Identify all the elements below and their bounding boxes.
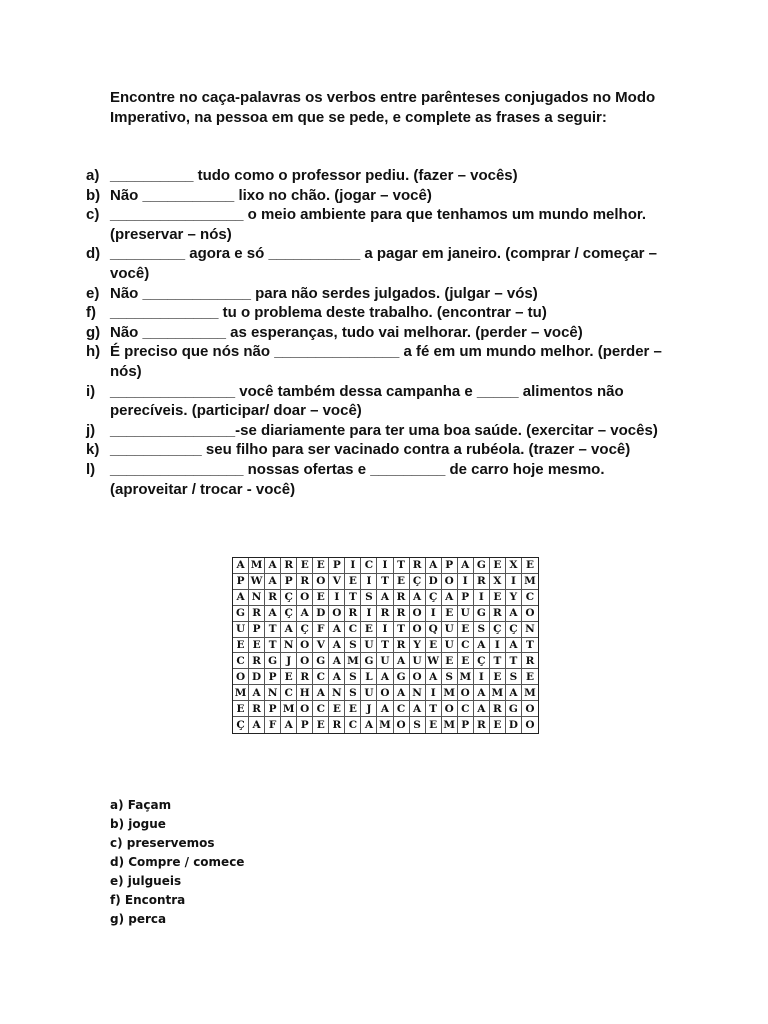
word-search-cell: I: [329, 590, 345, 606]
word-search-cell: O: [377, 685, 393, 701]
word-search-cell: R: [265, 590, 281, 606]
word-search-cell: R: [345, 606, 361, 622]
word-search-cell: Ç: [281, 606, 297, 622]
word-search-cell: T: [426, 701, 442, 717]
word-search-cell: I: [345, 558, 361, 574]
word-search-cell: T: [522, 638, 538, 654]
question-text: Não _____________ para não serdes julgados. (julgar – vós): [110, 284, 538, 302]
word-search-cell: A: [377, 590, 393, 606]
word-search-cell: R: [474, 717, 490, 733]
word-search-cell: M: [522, 574, 538, 590]
word-search-cell: N: [281, 638, 297, 654]
word-search-cell: E: [313, 590, 329, 606]
question-label: i): [86, 382, 96, 400]
question-item: [86, 244, 676, 283]
question-item: [86, 342, 676, 381]
word-search-cell: V: [313, 638, 329, 654]
word-search-cell: P: [233, 574, 249, 590]
word-search-cell: E: [442, 606, 458, 622]
word-search-cell: A: [329, 638, 345, 654]
word-search-cell: P: [297, 717, 313, 733]
word-search-cell: S: [345, 638, 361, 654]
word-search-cell: R: [297, 574, 313, 590]
question-text: Não __________ as esperanças, tudo vai melhorar. (perder – você): [110, 323, 583, 341]
word-search-cell: A: [313, 685, 329, 701]
word-search-cell: C: [394, 701, 410, 717]
word-search-cell: A: [377, 701, 393, 717]
word-search-cell: U: [361, 638, 377, 654]
word-search-cell: Ç: [297, 622, 313, 638]
word-search-cell: A: [265, 574, 281, 590]
word-search-cell: A: [249, 685, 265, 701]
word-search-cell: U: [377, 653, 393, 669]
question-text: ___________ seu filho para ser vacinado contra a rubéola. (trazer – você): [110, 441, 631, 459]
question-text: _______________ você também dessa campanha e _____ alimentos não perecíveis. (participar/ doar – você): [110, 382, 624, 420]
word-search-cell: S: [442, 669, 458, 685]
question-label: c): [86, 206, 100, 224]
word-search-cell: M: [522, 685, 538, 701]
word-search-cell: C: [281, 685, 297, 701]
word-search-cell: R: [249, 701, 265, 717]
answer-item: g) perca: [110, 912, 167, 926]
word-search-cell: J: [281, 653, 297, 669]
question-label: h): [86, 343, 101, 361]
word-search-cell: P: [249, 622, 265, 638]
word-search-cell: A: [281, 717, 297, 733]
word-search-cell: I: [361, 606, 377, 622]
word-search-cell: A: [329, 653, 345, 669]
question-label: b): [86, 186, 101, 204]
word-search-cell: C: [522, 590, 538, 606]
word-search-cell: A: [249, 717, 265, 733]
question-text: ________________ nossas ofertas e _________ de carro hoje mesmo. (aproveitar / trocar - você): [110, 460, 605, 498]
word-search-cell: A: [474, 685, 490, 701]
word-search-cell: S: [361, 590, 377, 606]
word-search-cell: Ç: [474, 653, 490, 669]
word-search-cell: O: [313, 574, 329, 590]
word-search-cell: G: [474, 606, 490, 622]
word-search-cell: M: [490, 685, 506, 701]
question-text: É preciso que nós não _______________ a fé em um mundo melhor. (perder – nós): [110, 343, 662, 380]
word-search-cell: C: [233, 653, 249, 669]
question-text: ________________ o meio ambiente para que tenhamos um mundo melhor. (preservar – nós): [110, 206, 647, 243]
word-search-cell: Y: [410, 638, 426, 654]
question-item: [86, 186, 676, 206]
word-search-cell: E: [426, 638, 442, 654]
word-search-cell: E: [522, 558, 538, 574]
word-search-cell: T: [265, 638, 281, 654]
word-search-cell: G: [474, 558, 490, 574]
word-search-cell: E: [281, 669, 297, 685]
word-search-cell: M: [233, 685, 249, 701]
word-search-cell: Y: [506, 590, 522, 606]
word-search-cell: U: [442, 622, 458, 638]
word-search-cell: M: [458, 669, 474, 685]
word-search-cell: S: [506, 669, 522, 685]
word-search-cell: A: [474, 638, 490, 654]
word-search-cell: A: [233, 558, 249, 574]
word-search-cell: I: [474, 590, 490, 606]
word-search-cell: O: [297, 701, 313, 717]
word-search-cell: O: [297, 653, 313, 669]
question-text: _______________-se diariamente para ter uma boa saúde. (exercitar – vocês): [110, 421, 658, 439]
word-search-cell: E: [522, 669, 538, 685]
word-search-cell: A: [329, 622, 345, 638]
word-search-cell: A: [377, 669, 393, 685]
word-search-cell: A: [410, 701, 426, 717]
question-item: [86, 421, 676, 441]
word-search-cell: E: [233, 701, 249, 717]
word-search-cell: H: [297, 685, 313, 701]
word-search-cell: C: [361, 558, 377, 574]
answer-item: b) jogue: [110, 817, 166, 831]
question-label: a): [86, 167, 100, 184]
word-search-cell: E: [233, 638, 249, 654]
word-search-cell: E: [490, 590, 506, 606]
word-search-cell: V: [329, 574, 345, 590]
word-search-cell: O: [410, 669, 426, 685]
word-search-cell: I: [361, 574, 377, 590]
word-search-cell: A: [506, 638, 522, 654]
word-search-cell: R: [329, 717, 345, 733]
word-search-cell: O: [410, 622, 426, 638]
word-search-cell: R: [410, 558, 426, 574]
question-text: _________ agora e só ___________ a pagar em janeiro. (comprar / começar – você): [110, 245, 658, 282]
question-label: k): [86, 441, 100, 459]
word-search-cell: J: [361, 701, 377, 717]
word-search-cell: D: [313, 606, 329, 622]
instructions-text: Encontre no caça-palavras os verbos entre parênteses conjugados no Modo Imperativo, na pessoa em que se pede, e complete as frases a seguir:: [110, 89, 656, 126]
word-search-cell: U: [361, 685, 377, 701]
word-search-cell: T: [265, 622, 281, 638]
word-search-cell: X: [490, 574, 506, 590]
word-search-cell: O: [525, 719, 535, 732]
word-search-cell: E: [426, 717, 442, 733]
word-search-cell: E: [458, 653, 474, 669]
word-search-cell: R: [249, 653, 265, 669]
question-item: [86, 323, 676, 343]
word-search-cell: E: [458, 622, 474, 638]
question-label: g): [86, 323, 101, 341]
word-search-cell: W: [426, 653, 442, 669]
word-search-cell: G: [506, 701, 522, 717]
word-search-cell: T: [345, 590, 361, 606]
word-search-cell: R: [474, 574, 490, 590]
word-search-cell: E: [297, 558, 313, 574]
word-search-cell: I: [490, 638, 506, 654]
word-search-cell: G: [361, 653, 377, 669]
word-search-cell: M: [281, 701, 297, 717]
word-search-cell: A: [394, 653, 410, 669]
word-search-cell: E: [442, 653, 458, 669]
word-search-cell: U: [410, 653, 426, 669]
word-search-cell: E: [329, 701, 345, 717]
word-search-cell: A: [265, 606, 281, 622]
question-item: [86, 303, 676, 323]
word-search-cell: O: [329, 606, 345, 622]
word-search-cell: P: [329, 558, 345, 574]
word-search-cell: S: [410, 717, 426, 733]
word-search-cell: U: [442, 638, 458, 654]
word-search-cell: U: [458, 606, 474, 622]
word-search-cell: S: [345, 669, 361, 685]
word-search-cell: Ç: [281, 590, 297, 606]
word-search-cell: G: [394, 669, 410, 685]
word-search-cell: I: [426, 685, 442, 701]
word-search-cell: E: [361, 622, 377, 638]
answer-list: [110, 796, 244, 929]
word-search-cell: R: [297, 669, 313, 685]
word-search-cell: A: [281, 622, 297, 638]
word-search-cell: A: [233, 590, 249, 606]
word-search-cell: R: [522, 653, 538, 669]
word-search-cell: E: [490, 558, 506, 574]
word-search-cell: N: [265, 685, 281, 701]
word-search-cell: P: [458, 717, 474, 733]
word-search-cell: E: [313, 717, 329, 733]
question-label: f): [86, 304, 96, 322]
question-label: j): [86, 421, 96, 439]
word-search-cell: O: [297, 590, 313, 606]
word-search-cell: T: [394, 622, 410, 638]
word-search-cell: R: [394, 590, 410, 606]
question-text: _____________ tu o problema deste trabalho. (encontrar – tu): [110, 304, 547, 322]
word-search-cell: A: [329, 669, 345, 685]
word-search-cell: I: [377, 558, 393, 574]
word-search-cell: G: [265, 653, 281, 669]
word-search-cell: N: [410, 685, 426, 701]
word-search-cell: U: [233, 622, 249, 638]
word-search-cell: N: [249, 590, 265, 606]
word-search-cell: E: [345, 574, 361, 590]
question-item: [86, 205, 676, 244]
answer-item: a) Façam: [110, 798, 172, 812]
word-search-cell: A: [297, 606, 313, 622]
word-search-cell: P: [458, 590, 474, 606]
word-search-cell: O: [442, 701, 458, 717]
word-search-cell: O: [233, 669, 249, 685]
word-search-cell: I: [506, 574, 522, 590]
word-search-cell: D: [249, 669, 265, 685]
word-search-cell: A: [458, 558, 474, 574]
word-search-cell: L: [361, 669, 377, 685]
word-search-cell: G: [233, 606, 249, 622]
word-search-cell: C: [458, 701, 474, 717]
question-label: e): [86, 284, 100, 302]
word-search-cell: A: [506, 606, 522, 622]
word-search-grid: [232, 557, 539, 734]
word-search-cell: A: [426, 669, 442, 685]
word-search-cell: E: [249, 638, 265, 654]
question-item: [86, 284, 676, 304]
word-search-cell: F: [265, 717, 281, 733]
word-search-cell: R: [490, 701, 506, 717]
word-search-cell: A: [394, 685, 410, 701]
word-search-cell: P: [265, 669, 281, 685]
word-search-cell: N: [522, 622, 538, 638]
word-search-cell: Ç: [410, 574, 426, 590]
word-search-cell: W: [249, 574, 265, 590]
word-search-cell: A: [506, 685, 522, 701]
word-search-cell: C: [345, 622, 361, 638]
word-search-cell: R: [394, 638, 410, 654]
word-search-cell: E: [345, 701, 361, 717]
word-search-cell: A: [361, 717, 377, 733]
question-text: Não ___________ lixo no chão. (jogar – você): [110, 186, 432, 204]
word-search-cell: Ç: [490, 622, 506, 638]
word-search-cell: I: [474, 669, 490, 685]
answer-item: f) Encontra: [110, 893, 186, 907]
word-search-cell: R: [281, 558, 297, 574]
word-search-cell: O: [458, 685, 474, 701]
word-search-cell: X: [506, 558, 522, 574]
word-search-cell: O: [394, 717, 410, 733]
word-search-cell: D: [426, 574, 442, 590]
word-search-cell: C: [313, 701, 329, 717]
word-search-cell: E: [490, 669, 506, 685]
word-search-cell: M: [442, 717, 458, 733]
word-search-cell: A: [474, 701, 490, 717]
question-label: d): [86, 245, 101, 263]
word-search-cell: I: [377, 622, 393, 638]
word-search-cell: T: [394, 558, 410, 574]
word-search-cell: E: [394, 574, 410, 590]
word-search-cell: C: [345, 717, 361, 733]
word-search-cell: O: [522, 701, 538, 717]
word-search-cell: A: [442, 590, 458, 606]
word-search-cell: O: [442, 574, 458, 590]
word-search-cell: D: [506, 717, 522, 733]
word-search-cell: E: [313, 558, 329, 574]
word-search-cell: T: [506, 653, 522, 669]
word-search-cell: R: [490, 606, 506, 622]
word-search-cell: Q: [426, 622, 442, 638]
question-item: [86, 382, 676, 421]
word-search-cell: T: [377, 574, 393, 590]
word-search-cell: C: [313, 669, 329, 685]
word-search-cell: P: [442, 558, 458, 574]
answer-item: d) Compre / comece: [110, 855, 245, 869]
word-search-cell: I: [458, 574, 474, 590]
answer-item: c) preservemos: [110, 836, 215, 850]
question-item: [86, 460, 676, 499]
word-search-cell: O: [522, 606, 538, 622]
word-search-cell: A: [265, 558, 281, 574]
word-search-cell: R: [394, 606, 410, 622]
question-list: [86, 166, 676, 499]
word-search-cell: G: [313, 653, 329, 669]
question-label: l): [86, 460, 96, 478]
word-search-cell: R: [377, 606, 393, 622]
word-search-cell: O: [410, 606, 426, 622]
word-search-cell: N: [329, 685, 345, 701]
word-search-cell: M: [377, 717, 393, 733]
word-search-cell: O: [297, 638, 313, 654]
question-text: __________ tudo como o professor pediu. (fazer – vocês): [110, 167, 518, 184]
word-search-cell: A: [410, 590, 426, 606]
answer-item: e) julgueis: [110, 874, 182, 888]
word-search-cell: P: [265, 701, 281, 717]
word-search-cell: A: [426, 558, 442, 574]
word-search-cell: M: [345, 653, 361, 669]
word-search-cell: S: [474, 622, 490, 638]
word-search-cell: F: [313, 622, 329, 638]
word-search-cell: M: [442, 685, 458, 701]
question-item: [86, 166, 676, 186]
word-search-cell: T: [490, 653, 506, 669]
word-search-cell: Ç: [506, 622, 522, 638]
word-search-cell: R: [249, 606, 265, 622]
word-search-cell: P: [281, 574, 297, 590]
word-search-cell: I: [426, 606, 442, 622]
word-search-cell: E: [490, 717, 506, 733]
word-search-cell: M: [249, 558, 265, 574]
question-item: [86, 440, 676, 460]
word-search-cell: Ç: [233, 717, 249, 733]
word-search-cell: S: [345, 685, 361, 701]
word-search-cell: Ç: [426, 590, 442, 606]
word-search-cell: T: [377, 638, 393, 654]
word-search-cell: C: [458, 638, 474, 654]
